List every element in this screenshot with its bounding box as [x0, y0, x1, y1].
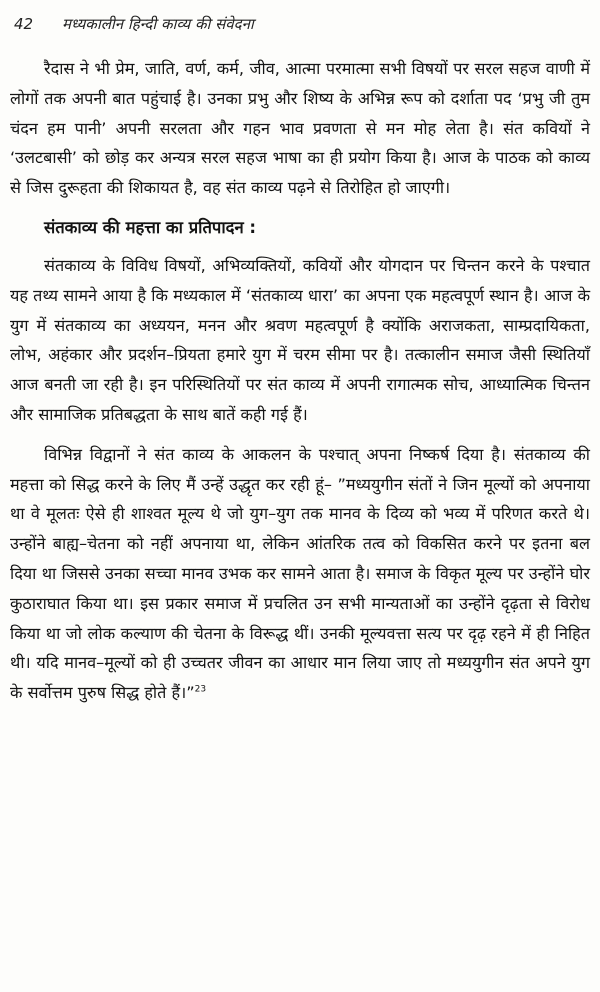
paragraph-santkavya-importance: संतकाव्य के विविध विषयों, अभिव्यक्तियों, कवियों और योगदान पर चिन्तन करने के पश्चात यह तथ्य सामने आया है कि मध्यकाल में ‘संतकाव्य धारा’ का अपना एक महत्वपूर्ण स्थान है। आज के युग में संतकाव्य का अध्ययन, मनन और श्रवण महत्वपूर्ण है क्योंकि अराजकता, साम्प्रदायिकता, लोभ, अहंकार और प्रदर्शन–प्रियता हमारे युग में चरम सीमा पर है। तत्कालीन समाज जैसी स्थितियाँ आज बनती जा रही है। इन परिस्थितियों पर संत काव्य में अपनी रागात्मक सोच, आध्यात्मिक चिन्तन और सामाजिक प्रतिबद्धता के साथ बातें कही गई हैं।: [10, 255, 590, 424]
page-content: [10, 54, 590, 718]
page-number: 42: [14, 15, 34, 33]
footnote-reference[interactable]: 23: [194, 684, 207, 695]
quote-text: विभिन्न विद्वानों ने संत काव्य के आकलन के पश्चात् अपना निष्कर्ष दिया है। संतकाव्य की महत्ता को सिद्ध करने के लिए मैं उन्हें उद्धृत कर रही हूं– ”मध्ययुगीन संतों ने जिन मूल्यों को अपनाया था वे मूलतः ऐसे ही शाश्वत मूल्य थे जो युग–युग तक मानव के दिव्य को भव्य में परिणत करते थे। उन्होंने बाह्य–चेतना को नहीं अपनाया था, लेकिन आंतरिक तत्व को विकसित करने पर इतना बल दिया था जिससे उनका सच्चा मानव उभक कर सामने आता है। समाज के विकृत मूल्य पर उन्होंने घोर कुठाराघात किया था। इस प्रकार समाज में प्रचलित उन सभी मान्यताओं का उन्होंने दृढ़ता से विरोध किया था जो लोक कल्याण की चेतना के विरूद्ध थीं। उनकी मूल्यवत्ता सत्य पर दृढ़ रहने में ही निहित थी। यदि मानव–मूल्यों को ही उच्चतर जीवन का आधार मान लिया जाए तो मध्ययुगीन संत अपने युग के सर्वोत्तम पुरुष सिद्ध होते हैं।”: [10, 444, 590, 703]
paragraph-scholars-quote: [10, 440, 590, 708]
section-heading: संतकाव्य की महत्ता का प्रतिपादन :: [44, 217, 257, 237]
paragraph-raidas: रैदास ने भी प्रेम, जाति, वर्ण, कर्म, जीव, आत्मा परमात्मा सभी विषयों पर सरल सहज वाणी में लोगों तक अपनी बात पहुंचाई है। उनका प्रभु और शिष्य के अभिन्न रूप को दर्शाता पद ‘प्रभु जी तुम चंदन हम पानी’ अपनी सरलता और गहन भाव प्रवणता से मन मोह लेता है। संत कवियों ने ‘उलटबासी’ को छोड़ कर अन्यत्र सरल सहज भाषा का ही प्रयोग किया है। आज के पाठक को काव्य से जिस दुरूहता की शिकायत है, वह संत काव्य पढ़ने से तिरोहित हो जाएगी।: [10, 59, 590, 198]
book-title: मध्यकालीन हिन्दी काव्य की संवेदना: [62, 15, 254, 33]
running-head: [14, 14, 586, 46]
